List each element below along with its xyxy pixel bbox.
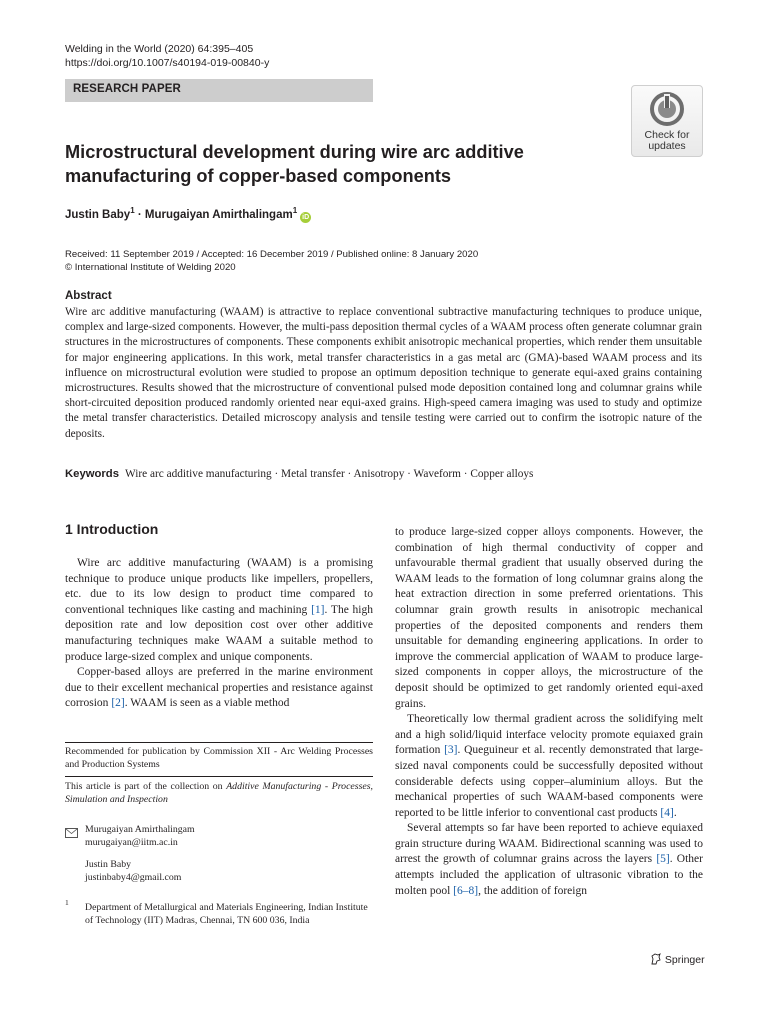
coauthor-email[interactable]: justinbaby4@gmail.com [85,872,182,883]
author-affiliation-mark: 1 [130,206,135,215]
paragraph [395,821,703,899]
copyright-symbol: © [65,262,73,273]
article-type-label: RESEARCH PAPER [73,83,181,95]
publication-dates: Received: 11 September 2019 / Accepted: 16 December 2019 / Published online: 8 January 2020 [65,249,479,260]
citation-link[interactable]: [3] [444,744,458,757]
footnote-divider [65,742,373,743]
author-separator: · [137,208,142,221]
paragraph: to produce large-sized copper alloys components. However, the combination of high thermal conductivity of copper and unfavourable thermal gradient that usually observed during the WAAM leads to the formation of long columnar grains along the heat extraction direction in some preferred orientations. This columnar grain growth results in anisotropic mechanical properties of the deposited components and renders them unsuitable for demanding engineering applications. In order to improve the commercial application of WAAM to produce large-sized components in copper alloys, the microstructure of the deposit should be optimized to get randomly oriented equi-axed grains. [395,526,703,710]
author-name[interactable]: Murugaiyan Amirthalingam [144,208,293,221]
envelope-icon [65,828,78,838]
citation-link[interactable]: [1] [311,603,325,616]
publisher-logo [650,953,705,966]
affiliation-number: 1 [65,898,69,907]
check-updates-icon [650,92,684,126]
article-type-badge [65,79,373,102]
paragraph [65,665,373,712]
check-updates-line1: Check for [644,129,690,141]
orcid-icon[interactable]: iD [302,213,310,221]
check-for-updates-button[interactable] [631,85,703,157]
affiliation-text: Department of Metallurgical and Materials Engineering, Indian Institute of Technology (IIT) Madras, Chennai, TN 600 036, India [85,902,368,926]
abstract-heading: Abstract [65,290,112,302]
paper-title: Microstructural development during wire arc additive manufacturing of copper-based components [65,142,524,186]
citation-link[interactable]: [5] [656,853,670,866]
author-name[interactable]: Justin Baby [65,208,131,221]
author-list [65,206,311,223]
author-affiliation-mark: 1 [292,206,298,215]
paragraph-text: . [673,806,677,819]
keywords-line [65,468,533,480]
paragraph-text: Copper-based alloys are preferred in the marine environment due to their excellent mechanical properties and resistance against corrosion [65,666,373,710]
corresponding-author-name: Murugaiyan Amirthalingam [85,824,195,835]
collection-note [65,780,373,806]
right-column [395,525,703,899]
left-column [65,556,373,712]
copyright-line [65,261,236,274]
section-heading: 1 Introduction [65,521,159,537]
springer-horse-icon [650,953,662,965]
keywords-list: Wire arc additive manufacturing · Metal transfer · Anisotropy · Waveform · Copper alloys [125,468,534,480]
copyright-holder: International Institute of Welding 2020 [74,262,236,273]
recommendation-note: Recommended for publication by Commission XII - Arc Welding Processes and Production Systems [65,746,373,770]
paragraph-text: . Queguineur et al. recently demonstrated that large-sized naval components could be successfully deposited without considerable defects using copper–aluminium alloys. But the mechanical properties of such WAAM-based components were reported to be little inferior to conventional cast products [395,744,703,819]
paragraph-text: . Other attempts included the application of ultrasonic vibration to the molten pool [395,853,703,897]
paragraph [395,712,703,821]
footnote-divider [65,776,373,777]
keywords-label: Keywords [65,468,119,480]
paragraph-text: Theoretically low thermal gradient across the solidifying melt and a high solid/liquid interface velocity promote equiaxed grain formation [395,713,703,757]
corresponding-author-email[interactable]: murugaiyan@iitm.ac.in [85,837,178,848]
journal-citation: Welding in the World (2020) 64:395–405 [65,43,254,55]
coauthor-name: Justin Baby [85,859,131,870]
paragraph-text: , the addition of foreign [478,884,587,897]
paragraph-text: Wire arc additive manufacturing (WAAM) is a promising technique to produce unique products like impellers, propellers, etc. due to its low design to product time compared to conventional techniques like casting and machining [65,557,373,616]
paragraph-text: . WAAM is seen as a viable method [124,697,290,710]
citation-link[interactable]: [2] [111,697,125,710]
paragraph-text: Several attempts so far have been reported to achieve equiaxed grain structure during WAAM. Bidirectional scanning was used to arrest the growth of columnar grains across the layers [395,822,703,866]
publisher-name: Springer [664,954,705,966]
citation-link[interactable]: [6–8] [453,884,479,897]
paragraph [65,556,373,665]
collection-name: Additive Manufacturing - Processes, Simulation and Inspection [65,781,373,805]
paragraph-text: . The high deposition rate and low deposition cost over other additive manufacturing techniques make WAAM a suitable method to produce large-sized complex and unique components. [65,603,373,663]
doi-link[interactable]: https://doi.org/10.1007/s40194-019-00840-y [65,57,270,69]
check-updates-line2: updates [648,140,686,152]
abstract-text: Wire arc additive manufacturing (WAAM) is attractive to replace conventional subtractive manufacturing techniques to produce unique, complex and large-sized components. However, the multi-pass deposition thermal cycles of a WAAM process often generate columnar grain structures in the microstructures of components. These components exhibit anisotropic mechanical properties, which render them unsuitable for major engineering applications. In this work, metal transfer characteristics in a gas metal arc (GMA)-based WAAM process and its influence on microstructural evolution were studied to propose an optimum deposition technique to generate equi-axed grains containing microstructures. Results showed that the microstructure of conventional pulsed mode deposition contained long and columnar grains while short-circuited deposition produced randomly oriented near equi-axed grains. High-speed camera imaging was used to study and optimize the metal transfer characteristics. Detailed microscopy analysis and tensile testing were carried out to confirm the isotropic nature of the deposits. [65,306,702,440]
citation-link[interactable]: [4] [660,806,674,819]
collection-note-text: This article is part of the collection on [65,781,227,792]
